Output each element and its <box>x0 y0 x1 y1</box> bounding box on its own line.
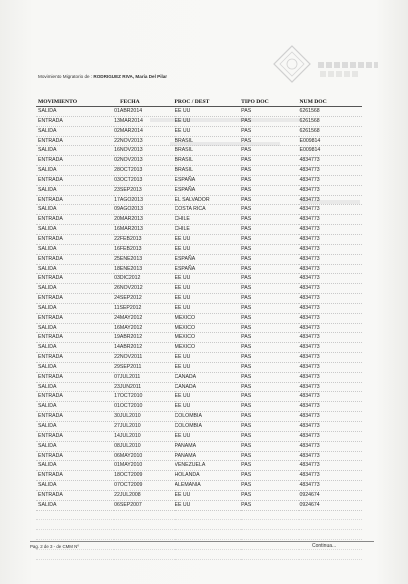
table-row <box>36 107 362 117</box>
table-row <box>36 343 362 353</box>
table-cell: 4834773 <box>299 166 362 176</box>
table-cell: 4834773 <box>299 402 362 412</box>
table-cell: COSTA RICA <box>175 205 242 215</box>
empty-cell <box>36 549 114 559</box>
table-cell: 01ABR2014 <box>114 107 174 117</box>
empty-table-row <box>36 520 362 530</box>
table-cell: 01OCT2010 <box>114 402 174 412</box>
table-cell: SALIDA <box>36 500 114 510</box>
table-cell: EE UU <box>175 490 242 500</box>
table-cell: CHILE <box>175 215 242 225</box>
table-cell: E009814 <box>299 136 362 146</box>
table-cell: PAS <box>241 264 299 274</box>
table-cell: ENTRADA <box>36 116 114 126</box>
watermark-lettering <box>320 71 360 77</box>
table-cell: SALIDA <box>36 185 114 195</box>
table-cell: SALIDA <box>36 441 114 451</box>
table-cell: ENTRADA <box>36 136 114 146</box>
table-row <box>36 461 362 471</box>
empty-cell <box>241 510 299 520</box>
table-row <box>36 333 362 343</box>
table-row <box>36 264 362 274</box>
table-row <box>36 254 362 264</box>
empty-cell <box>114 530 174 540</box>
table-cell: SALIDA <box>36 244 114 254</box>
table-cell: E009814 <box>299 146 362 156</box>
table-cell: 17OCT2010 <box>114 392 174 402</box>
table-cell: 24SEP2012 <box>114 294 174 304</box>
empty-cell <box>241 530 299 540</box>
table-cell: PAS <box>241 481 299 491</box>
table-cell: 16NOV2013 <box>114 146 174 156</box>
table-cell: 4834773 <box>299 481 362 491</box>
table-cell: PAS <box>241 392 299 402</box>
table-cell: PAS <box>241 254 299 264</box>
table-cell: ESPAÑA <box>175 175 242 185</box>
table-cell: PAS <box>241 126 299 136</box>
table-cell: PAS <box>241 362 299 372</box>
table-cell: ALEMANIA <box>175 481 242 491</box>
table-row <box>36 166 362 176</box>
empty-cell <box>114 549 174 559</box>
table-cell: SALIDA <box>36 402 114 412</box>
table-row <box>36 392 362 402</box>
table-row <box>36 284 362 294</box>
table-cell: PANAMA <box>175 441 242 451</box>
table-cell: 29SEP2011 <box>114 362 174 372</box>
table-cell: PAS <box>241 431 299 441</box>
table-cell: SALIDA <box>36 107 114 117</box>
table-cell: SALIDA <box>36 225 114 235</box>
table-cell: EE UU <box>175 294 242 304</box>
column-header: NUM DOC <box>299 96 362 107</box>
table-cell: 22FEB2013 <box>114 234 174 244</box>
table-cell: ENTRADA <box>36 412 114 422</box>
table-row <box>36 431 362 441</box>
continues-label: Continua... <box>312 543 337 549</box>
table-cell: SALIDA <box>36 343 114 353</box>
table-cell: 03DIC2012 <box>114 274 174 284</box>
table-cell: EE UU <box>175 392 242 402</box>
table-cell: CHILE <box>175 225 242 235</box>
table-cell: ENTRADA <box>36 313 114 323</box>
table-cell: 03OCT2013 <box>114 175 174 185</box>
seal-watermark-icon <box>272 44 312 84</box>
table-cell: 4834773 <box>299 431 362 441</box>
table-cell: 4834773 <box>299 422 362 432</box>
table-cell: ENTRADA <box>36 156 114 166</box>
table-cell: PAS <box>241 402 299 412</box>
table-cell: ENTRADA <box>36 490 114 500</box>
empty-cell <box>114 520 174 530</box>
table-cell: EE UU <box>175 402 242 412</box>
table-cell: 4834773 <box>299 185 362 195</box>
table-cell: 13MAR2014 <box>114 116 174 126</box>
table-cell: 06SEP2007 <box>114 500 174 510</box>
table-row <box>36 412 362 422</box>
table-row <box>36 116 362 126</box>
table-cell: EE UU <box>175 500 242 510</box>
empty-cell <box>299 520 362 530</box>
table-cell: EE UU <box>175 303 242 313</box>
table-cell: ENTRADA <box>36 471 114 481</box>
table-row <box>36 274 362 284</box>
table-row <box>36 215 362 225</box>
table-cell: PAS <box>241 490 299 500</box>
table-cell: 4834773 <box>299 392 362 402</box>
table-cell: 4834773 <box>299 343 362 353</box>
table-cell: SALIDA <box>36 264 114 274</box>
table-cell: BRASIL <box>175 146 242 156</box>
header-label: Movimiento Migratorio de : <box>38 74 93 79</box>
table-cell: PAS <box>241 166 299 176</box>
table-cell: SALIDA <box>36 146 114 156</box>
table-cell: ENTRADA <box>36 294 114 304</box>
table-row <box>36 156 362 166</box>
table-cell: SALIDA <box>36 303 114 313</box>
table-cell: 02MAR2014 <box>114 126 174 136</box>
table-row <box>36 441 362 451</box>
table-cell: ENTRADA <box>36 175 114 185</box>
table-row <box>36 146 362 156</box>
empty-cell <box>299 530 362 540</box>
table-cell: 24MAY2012 <box>114 313 174 323</box>
table-cell: PAS <box>241 225 299 235</box>
table-cell: MEXICO <box>175 313 242 323</box>
table-cell: PAS <box>241 136 299 146</box>
table-cell: 14ABR2012 <box>114 343 174 353</box>
watermark-lettering <box>318 62 378 68</box>
table-cell: 4834773 <box>299 461 362 471</box>
table-cell: 4834773 <box>299 254 362 264</box>
table-row <box>36 195 362 205</box>
table-cell: 4834773 <box>299 382 362 392</box>
table-cell: 0924674 <box>299 490 362 500</box>
table-cell: 4834773 <box>299 244 362 254</box>
table-cell: PAS <box>241 185 299 195</box>
table-cell: 23SEP2013 <box>114 185 174 195</box>
empty-cell <box>241 520 299 530</box>
empty-cell <box>175 530 242 540</box>
table-cell: 16FEB2013 <box>114 244 174 254</box>
column-header: TIPO DOC <box>241 96 299 107</box>
table-cell: EE UU <box>175 362 242 372</box>
table-cell: PAS <box>241 343 299 353</box>
table-cell: PAS <box>241 333 299 343</box>
table-cell: 0924674 <box>299 500 362 510</box>
table-cell: 4834773 <box>299 333 362 343</box>
document-header <box>38 74 167 79</box>
table-cell: 27JUL2010 <box>114 422 174 432</box>
table-cell: 4834773 <box>299 264 362 274</box>
table-cell: 02NOV2013 <box>114 156 174 166</box>
table-cell: HOLANDA <box>175 471 242 481</box>
table-cell: PAS <box>241 372 299 382</box>
table-cell: ENTRADA <box>36 195 114 205</box>
empty-cell <box>175 520 242 530</box>
table-row <box>36 244 362 254</box>
table-cell: 4834773 <box>299 313 362 323</box>
table-row <box>36 294 362 304</box>
table-cell: 6261568 <box>299 126 362 136</box>
table-cell: 06MAY2010 <box>114 451 174 461</box>
table-cell: 4834773 <box>299 215 362 225</box>
empty-cell <box>175 549 242 559</box>
table-cell: SALIDA <box>36 481 114 491</box>
table-cell: ENTRADA <box>36 215 114 225</box>
table-cell: PANAMA <box>175 451 242 461</box>
table-cell: 22JUL2008 <box>114 490 174 500</box>
table-cell: ENTRADA <box>36 234 114 244</box>
table-cell: 4834773 <box>299 175 362 185</box>
table-row <box>36 471 362 481</box>
table-cell: SALIDA <box>36 126 114 136</box>
table-cell: PAS <box>241 116 299 126</box>
table-cell: 4834773 <box>299 303 362 313</box>
table-cell: 4834773 <box>299 353 362 363</box>
table-cell: ENTRADA <box>36 353 114 363</box>
table-cell: PAS <box>241 422 299 432</box>
table-cell: SALIDA <box>36 284 114 294</box>
empty-cell <box>299 510 362 520</box>
table-cell: 11SEP2012 <box>114 303 174 313</box>
table-cell: 25ENE2013 <box>114 254 174 264</box>
table-cell: MEXICO <box>175 343 242 353</box>
table-cell: SALIDA <box>36 382 114 392</box>
table-row <box>36 372 362 382</box>
migration-table <box>36 96 362 560</box>
table-cell: 18ENE2013 <box>114 264 174 274</box>
table-cell: MEXICO <box>175 333 242 343</box>
table-cell: 4834773 <box>299 372 362 382</box>
table-row <box>36 303 362 313</box>
table-cell: 22NOV2011 <box>114 353 174 363</box>
table-cell: SALIDA <box>36 205 114 215</box>
table-cell: ENTRADA <box>36 451 114 461</box>
table-cell: 14JUL2010 <box>114 431 174 441</box>
table-cell: 16MAR2013 <box>114 225 174 235</box>
table-cell: PAS <box>241 353 299 363</box>
table-cell: PAS <box>241 215 299 225</box>
table-row <box>36 175 362 185</box>
table-cell: 4834773 <box>299 156 362 166</box>
table-cell: 6261568 <box>299 116 362 126</box>
table-row <box>36 500 362 510</box>
table-cell: 19ABR2012 <box>114 333 174 343</box>
table-cell: 4834773 <box>299 323 362 333</box>
table-cell: PAS <box>241 234 299 244</box>
table-cell: PAS <box>241 205 299 215</box>
table-row <box>36 422 362 432</box>
table-cell: EE UU <box>175 107 242 117</box>
table-cell: PAS <box>241 156 299 166</box>
table-cell: 4834773 <box>299 441 362 451</box>
table-cell: PAS <box>241 441 299 451</box>
table-cell: ENTRADA <box>36 254 114 264</box>
table-cell: 4834773 <box>299 234 362 244</box>
table-cell: ENTRADA <box>36 431 114 441</box>
empty-cell <box>36 520 114 530</box>
table-cell: EE UU <box>175 116 242 126</box>
table-row <box>36 205 362 215</box>
table-cell: COLOMBIA <box>175 422 242 432</box>
table-cell: PAS <box>241 175 299 185</box>
table-cell: 6261568 <box>299 107 362 117</box>
table-cell: 4834773 <box>299 205 362 215</box>
table-cell: 4834773 <box>299 412 362 422</box>
table-cell: 4834773 <box>299 284 362 294</box>
table-cell: PAS <box>241 274 299 284</box>
column-header: PROC / DEST <box>175 96 242 107</box>
table-cell: PAS <box>241 382 299 392</box>
table-row <box>36 225 362 235</box>
table-cell: PAS <box>241 195 299 205</box>
table-cell: PAS <box>241 471 299 481</box>
table-row <box>36 313 362 323</box>
table-cell: PAS <box>241 284 299 294</box>
table-cell: 28OCT2013 <box>114 166 174 176</box>
table-cell: PAS <box>241 244 299 254</box>
table-cell: 17AGO2013 <box>114 195 174 205</box>
person-name: RODRIGUEZ RIVA, Maria Del Pilar <box>93 74 168 79</box>
table-cell: PAS <box>241 146 299 156</box>
table-row <box>36 481 362 491</box>
table-cell: 18OCT2009 <box>114 471 174 481</box>
empty-cell <box>175 510 242 520</box>
table-cell: PAS <box>241 461 299 471</box>
table-cell: 07OCT2009 <box>114 481 174 491</box>
table-header-row <box>36 96 362 107</box>
table-row <box>36 451 362 461</box>
table-cell: ESPAÑA <box>175 264 242 274</box>
table-cell: PAS <box>241 451 299 461</box>
table-cell: BRASIL <box>175 136 242 146</box>
table-cell: EE UU <box>175 353 242 363</box>
empty-table-row <box>36 530 362 540</box>
table-cell: 30JUL2010 <box>114 412 174 422</box>
table-cell: ESPAÑA <box>175 254 242 264</box>
table-cell: SALIDA <box>36 461 114 471</box>
table-cell: 01MAY2010 <box>114 461 174 471</box>
table-cell: 22NOV2013 <box>114 136 174 146</box>
table-cell: 4834773 <box>299 362 362 372</box>
empty-cell <box>36 530 114 540</box>
table-cell: ENTRADA <box>36 392 114 402</box>
empty-table-row <box>36 549 362 559</box>
table-cell: ENTRADA <box>36 274 114 284</box>
table-body <box>36 107 362 560</box>
table-row <box>36 136 362 146</box>
table-cell: PAS <box>241 107 299 117</box>
table-row <box>36 362 362 372</box>
empty-table-row <box>36 510 362 520</box>
table-cell: EE UU <box>175 126 242 136</box>
table-row <box>36 382 362 392</box>
table-cell: 20MAR2013 <box>114 215 174 225</box>
table-cell: 4834773 <box>299 274 362 284</box>
table-cell: BRASIL <box>175 156 242 166</box>
table-cell: 4834773 <box>299 451 362 461</box>
table-cell: PAS <box>241 412 299 422</box>
table-cell: 09AGO2013 <box>114 205 174 215</box>
table-row <box>36 353 362 363</box>
table-cell: SALIDA <box>36 323 114 333</box>
table-row <box>36 490 362 500</box>
table-cell: 26NOV2012 <box>114 284 174 294</box>
column-header: FECHA <box>114 96 174 107</box>
table-row <box>36 323 362 333</box>
table-cell: VENEZUELA <box>175 461 242 471</box>
empty-cell <box>299 549 362 559</box>
table-cell: SALIDA <box>36 422 114 432</box>
table-cell: ESPAÑA <box>175 185 242 195</box>
table-cell: BRASIL <box>175 166 242 176</box>
table-cell: EE UU <box>175 234 242 244</box>
table-cell: 16MAY2012 <box>114 323 174 333</box>
table-cell: EE UU <box>175 284 242 294</box>
table-cell: ENTRADA <box>36 372 114 382</box>
table-cell: SALIDA <box>36 166 114 176</box>
column-header: MOVIMIENTO <box>36 96 114 107</box>
table-cell: EE UU <box>175 431 242 441</box>
table-cell: PAS <box>241 303 299 313</box>
table-cell: EE UU <box>175 274 242 284</box>
table-row <box>36 234 362 244</box>
empty-cell <box>241 549 299 559</box>
empty-cell <box>114 510 174 520</box>
table-cell: 4834773 <box>299 294 362 304</box>
table-cell: PAS <box>241 500 299 510</box>
table-cell: 4834773 <box>299 471 362 481</box>
table-cell: 23JUN2011 <box>114 382 174 392</box>
table-cell: PAS <box>241 294 299 304</box>
table-cell: SALIDA <box>36 362 114 372</box>
table-cell: PAS <box>241 313 299 323</box>
table-row <box>36 185 362 195</box>
table-row <box>36 126 362 136</box>
table-cell: 07JUL2011 <box>114 372 174 382</box>
table-cell: EE UU <box>175 244 242 254</box>
table-cell: PAS <box>241 323 299 333</box>
empty-cell <box>36 510 114 520</box>
table-cell: CANADA <box>175 372 242 382</box>
table-cell: ENTRADA <box>36 333 114 343</box>
table-cell: MEXICO <box>175 323 242 333</box>
page-footer: Pag. 2 de 3 - de CMM Nº <box>30 541 374 549</box>
table-cell: EL SALVADOR <box>175 195 242 205</box>
table-cell: 4834773 <box>299 225 362 235</box>
table-row <box>36 402 362 412</box>
table-cell: COLOMBIA <box>175 412 242 422</box>
table-cell: 08JUL2010 <box>114 441 174 451</box>
table-cell: 4834773 <box>299 195 362 205</box>
table-cell: CANADA <box>175 382 242 392</box>
